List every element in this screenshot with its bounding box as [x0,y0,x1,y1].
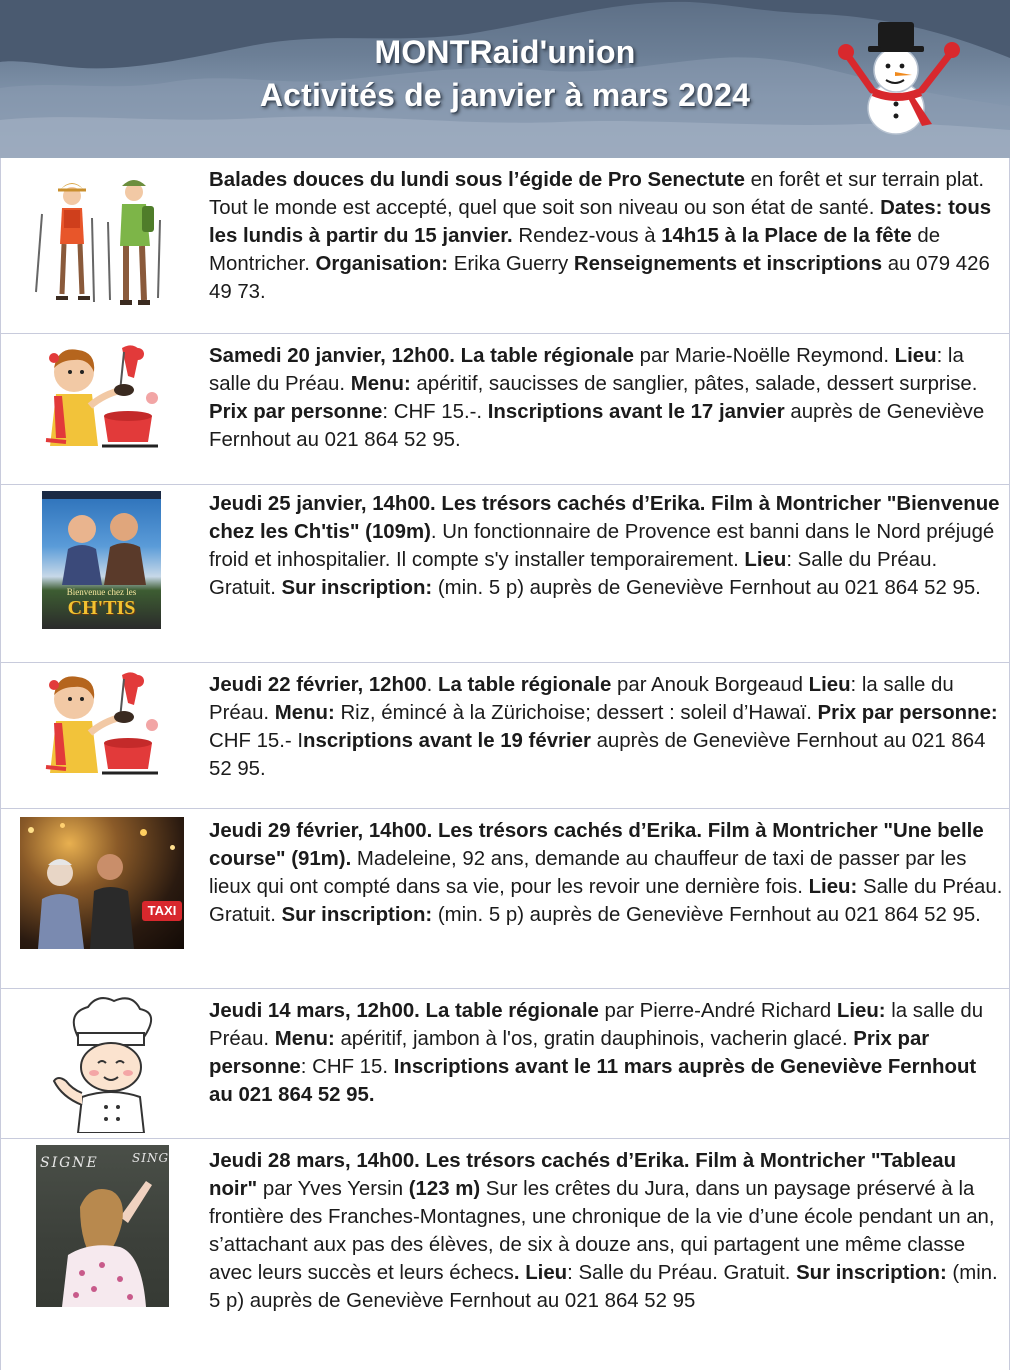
text-run: (min. 5 p) auprès de Geneviève Fernhout au 021 864 52 95 [209,1262,998,1312]
text-run: Rendez-vous à [512,225,662,247]
film-poster-chtis [42,491,161,629]
activity-row [0,809,1010,989]
bold-text-run: Jeudi 22 février, 12h00 [209,674,427,696]
board-word: SIGNE [40,1155,99,1171]
bold-text-run: (123 m) [408,1178,481,1200]
board-word: SING [132,1151,169,1165]
text-run: Riz, émincé à la Zürichoise; dessert : soleil d’Hawaï. [334,702,818,724]
text-run: auprès de Geneviève Fernhout au 021 864 52 95. [209,730,986,780]
bold-text-run: Lieu [744,549,787,571]
bold-text-run: Jeudi 29 février, 14h00. Les trésors cachés d’Erika. Film à Montricher "Une belle course" (91m). [209,820,984,870]
text-run: : CHF 15.-. [382,401,488,423]
text-run: de Montricher. [209,225,941,275]
activity-description [209,671,1005,783]
bold-text-run: Lieu: [836,1000,886,1022]
activity-row [0,485,1010,663]
text-run: par Pierre-André Richard [598,1000,837,1022]
bold-text-run: La table régionale [437,674,612,696]
bold-text-run: Menu: [274,1028,335,1050]
bold-text-run: Sur inscription: [281,577,433,599]
text-run: : Salle du Préau. Gratuit. [567,1262,797,1284]
text-run: par Marie-Noëlle Reymond. [634,345,895,367]
text-run: en forêt et sur terrain plat. Tout le monde est accepté, quel que soit son niveau ou son état de santé. [209,169,985,219]
page-header [0,0,1010,158]
header-subtitle: Activités de janvier à mars 2024 [259,77,751,113]
bold-text-run: Samedi 20 janvier, 12h00. La table régionale [209,345,635,367]
activity-row [0,989,1010,1139]
activity-description [209,342,1005,454]
bold-text-run: Organisation: [315,253,449,275]
cooking-girl-icon [44,669,162,785]
bold-text-run: Lieu [894,345,937,367]
actors-silhouette-icon [48,505,156,585]
activity-description [209,817,1005,929]
film-still-taxi [20,817,184,949]
bold-text-run: Menu: [350,373,411,395]
text-run: : la salle du Préau. [209,345,964,395]
activity-row [0,663,1010,809]
text-run: . Un fonctionnaire de Provence est banni dans le Nord préjugé froid et inhospitalier. Il compte s'y installer temporairement. [209,521,995,571]
text-run: par Yves Yersin [257,1178,409,1200]
cooking-girl-icon [44,342,162,458]
header-title: MONTRaid'union [374,34,636,70]
activity-description [209,1147,1005,1315]
poster-title: CH'TIS [67,597,136,619]
chef-icon [48,993,168,1133]
text-run: apéritif, jambon à l'os, gratin dauphinois, vacherin glacé. [334,1028,854,1050]
bold-text-run: Sur inscription: [796,1262,947,1284]
text-run: (min. 5 p) auprès de Geneviève Fernhout au 021 864 52 95. [432,904,981,926]
text-run: (min. 5 p) auprès de Geneviève Fernhout au 021 864 52 95. [432,577,981,599]
bold-text-run: nscriptions avant le 19 février [303,730,591,752]
activity-description [209,490,1005,602]
text-run: au 079 426 49 73. [209,253,990,303]
taxi-sign: TAXI [142,901,182,921]
poster-subtitle: Bienvenue chez les [66,587,137,597]
text-run: . [426,674,438,696]
bold-text-run: Inscriptions avant le 11 mars auprès de Geneviève Fernhout au 021 864 52 95. [209,1056,977,1106]
text-run: auprès de Geneviève Fernhout au 021 864 52 95. [209,401,985,451]
text-run: CHF 15.- I [209,730,304,752]
bold-text-run: Balades douces du lundi sous l’égide de Pro Senectute [209,169,745,191]
activity-row [0,334,1010,485]
text-run: apéritif, saucisses de sanglier, pâtes, salade, dessert surprise. [410,373,978,395]
hikers-icon [34,174,164,314]
bold-text-run: Prix par personne [209,1028,930,1078]
text-run: : Salle du Préau. Gratuit. [209,549,938,599]
bold-text-run: . Lieu [513,1262,568,1284]
text-run: la salle du Préau. [209,1000,984,1050]
activity-description [209,166,1005,306]
girl-silhouette-icon [50,1177,160,1307]
text-run: Sur les crêtes du Jura, dans un paysage préservé à la frontière des Franches-Montagnes, une chronique de la vie d’une école pendant un an, s’attachant aux pas des élèves, de six à douze ans, qui partagent une même classe avec leurs succès et leurs échecs [209,1178,995,1284]
bold-text-run: Prix par personne: [817,702,998,724]
text-run: : la salle du Préau. [209,674,954,724]
activity-description [209,997,1005,1109]
bold-text-run: 14h15 à la Place de la fête [661,225,912,247]
text-run: Salle du Préau. Gratuit. [209,876,1003,926]
text-run: : CHF 15. [300,1056,394,1078]
bold-text-run: Sur inscription: [281,904,433,926]
blackboard-girl-photo [36,1145,169,1307]
bold-text-run: Jeudi 14 mars, 12h00. La table régionale [209,1000,599,1022]
bold-text-run: Inscriptions avant le 17 janvier [487,401,785,423]
activity-row [0,1139,1010,1370]
bold-text-run: Menu: [274,702,335,724]
bold-text-run: Prix par personne [209,401,383,423]
bold-text-run: Dates: tous les lundis à partir du 15 janvier. [209,197,992,247]
bold-text-run: Lieu [808,674,851,696]
bold-text-run: Jeudi 25 janvier, 14h00. Les trésors cachés d’Erika. Film à Montricher "Bienvenue chez les Ch'tis" (109m) [209,493,1000,543]
bold-text-run: Lieu: [808,876,858,898]
activity-row [0,158,1010,334]
text-run: Erika Guerry [448,253,574,275]
bold-text-run: Jeudi 28 mars, 14h00. Les trésors cachés d’Erika. Film à Montricher "Tableau noir" [209,1150,957,1200]
text-run: Madeleine, 92 ans, demande au chauffeur de taxi de passer par les lieux qui ont compté dans sa vie, pour les revoir une dernière fois. [209,848,967,898]
characters-silhouette-icon [30,847,140,949]
bold-text-run: Renseignements et inscriptions [573,253,883,275]
text-run: par Anouk Borgeaud [611,674,809,696]
snowman-icon [838,12,968,140]
